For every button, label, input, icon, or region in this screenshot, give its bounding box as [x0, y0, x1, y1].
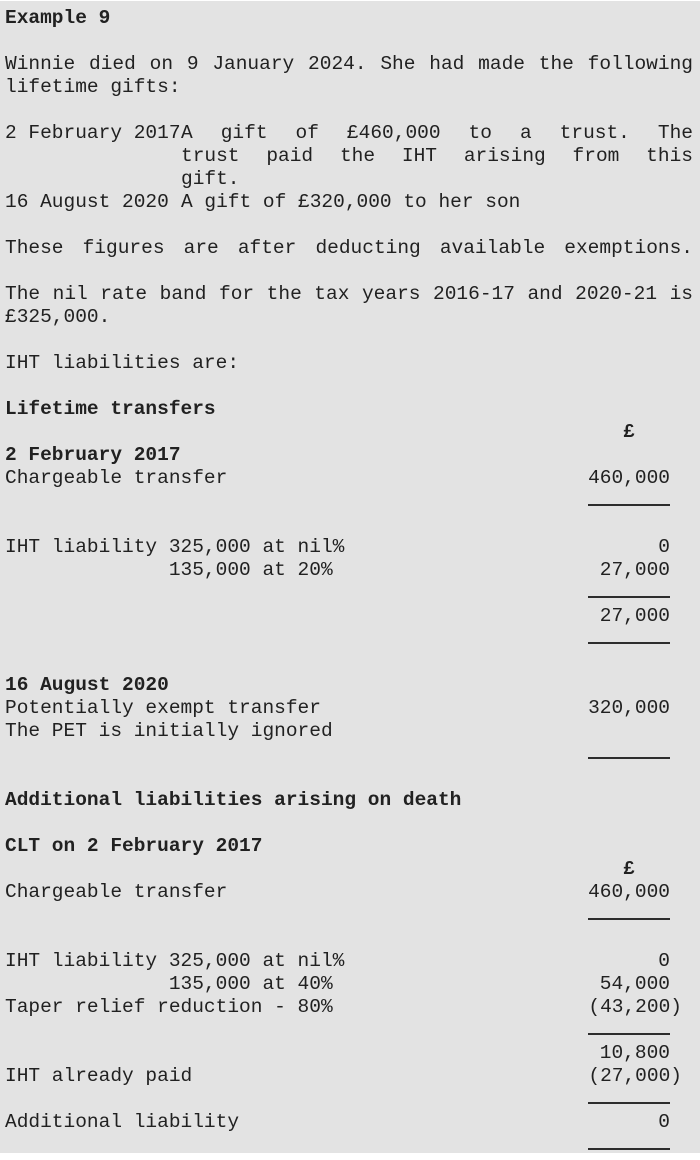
gift-description: trust paid the IHT arising from this: [181, 145, 693, 167]
nil-rate-band-note-line-2: £325,000.: [5, 306, 111, 328]
spacer: [5, 214, 693, 237]
taper-relief-amount: (43,200): [588, 996, 682, 1018]
death-liabilities-heading: Additional liabilities arising on death: [5, 789, 462, 811]
additional-liability-row: [5, 1111, 693, 1134]
intro-line-2: lifetime gifts:: [5, 76, 181, 98]
pet-label: Potentially exempt transfer: [5, 697, 321, 719]
rule-line: [5, 628, 693, 651]
taxed-band-row: [5, 973, 693, 996]
lifetime-transfers-heading: Lifetime transfers: [5, 398, 216, 420]
rule-line: [5, 582, 693, 605]
pet-row: [5, 697, 693, 720]
clt-2017-heading: 2 February 2017: [5, 444, 181, 466]
taxed-band-label: 135,000 at 20%: [5, 559, 333, 581]
taper-relief-row: [5, 996, 693, 1019]
currency-header: £: [623, 421, 635, 443]
iht-total-row: [5, 605, 693, 628]
total-rule: [588, 1088, 670, 1104]
pet-2020-heading: 16 August 2020: [5, 674, 169, 696]
gift-row: [5, 122, 693, 145]
spacer: [5, 812, 693, 835]
pet-amount: 320,000: [588, 697, 670, 719]
spacer: [5, 513, 693, 536]
taxed-band-amount: 27,000: [599, 559, 670, 581]
nil-band-row: [5, 536, 693, 559]
example-title: Example 9: [5, 7, 111, 29]
total-rule: [588, 490, 670, 506]
note-exemptions: These figures are after deducting available exemptions.: [5, 237, 693, 259]
nil-band-label: IHT liability 325,000 at nil%: [5, 950, 345, 972]
subtotal-amount: 10,800: [599, 1042, 670, 1064]
gift-date: 2 February 2017: [5, 122, 181, 144]
currency-header: £: [623, 858, 635, 880]
iht-paid-amount: (27,000): [588, 1065, 682, 1087]
intro-line-1: Winnie died on 9 January 2024. She had made the following: [5, 53, 693, 75]
nil-band-amount: 0: [658, 950, 670, 972]
iht-total-amount: 27,000: [599, 605, 670, 627]
chargeable-transfer-row: [5, 881, 693, 904]
total-rule: [588, 628, 670, 644]
taxed-band-amount: 54,000: [599, 973, 670, 995]
gift-description: gift.: [181, 168, 240, 190]
total-rule: [588, 582, 670, 598]
chargeable-transfer-amount: 460,000: [588, 881, 670, 903]
spacer: [5, 99, 693, 122]
rule-line: [5, 904, 693, 927]
nil-band-amount: 0: [658, 536, 670, 558]
gift-row: [5, 191, 693, 214]
rule-line: [5, 1088, 693, 1111]
nil-band-label: IHT liability 325,000 at nil%: [5, 536, 345, 558]
spacer: [5, 30, 693, 53]
spacer: [5, 651, 693, 674]
taxed-band-row: [5, 559, 693, 582]
clt-death-heading: CLT on 2 February 2017: [5, 835, 263, 857]
chargeable-transfer-label: Chargeable transfer: [5, 881, 228, 903]
document-page: [0, 1, 700, 1153]
iht-liabilities-intro: IHT liabilities are:: [5, 352, 240, 374]
rule-line: [5, 1019, 693, 1042]
rule-line: [5, 490, 693, 513]
nil-rate-band-note-line-1: The nil rate band for the tax years 2016-17 and 2020-21 is: [5, 283, 693, 305]
spacer: [5, 260, 693, 283]
spacer: [5, 766, 693, 789]
taxed-band-label: 135,000 at 40%: [5, 973, 333, 995]
gift-description: A gift of £460,000 to a trust. The: [181, 122, 693, 144]
chargeable-transfer-amount: 460,000: [588, 467, 670, 489]
total-rule: [588, 904, 670, 920]
gift-description: A gift of £320,000 to her son: [181, 191, 521, 213]
additional-liability-label: Additional liability: [5, 1111, 240, 1133]
iht-paid-row: [5, 1065, 693, 1088]
currency-header-row: [5, 858, 693, 881]
total-rule: [588, 1134, 670, 1150]
nil-band-row: [5, 950, 693, 973]
spacer: [5, 329, 693, 352]
spacer: [5, 375, 693, 398]
additional-liability-amount: 0: [658, 1111, 670, 1133]
chargeable-transfer-label: Chargeable transfer: [5, 467, 228, 489]
pet-note: The PET is initially ignored: [5, 720, 333, 742]
rule-line: [5, 1134, 693, 1153]
rule-line: [5, 743, 693, 766]
iht-paid-label: IHT already paid: [5, 1065, 193, 1087]
total-rule: [588, 1019, 670, 1035]
gift-date: 16 August 2020: [5, 191, 169, 213]
chargeable-transfer-row: [5, 467, 693, 490]
spacer: [5, 927, 693, 950]
total-rule: [588, 743, 670, 759]
subtotal-row: [5, 1042, 693, 1065]
currency-header-row: [5, 421, 693, 444]
taper-relief-label: Taper relief reduction - 80%: [5, 996, 333, 1018]
